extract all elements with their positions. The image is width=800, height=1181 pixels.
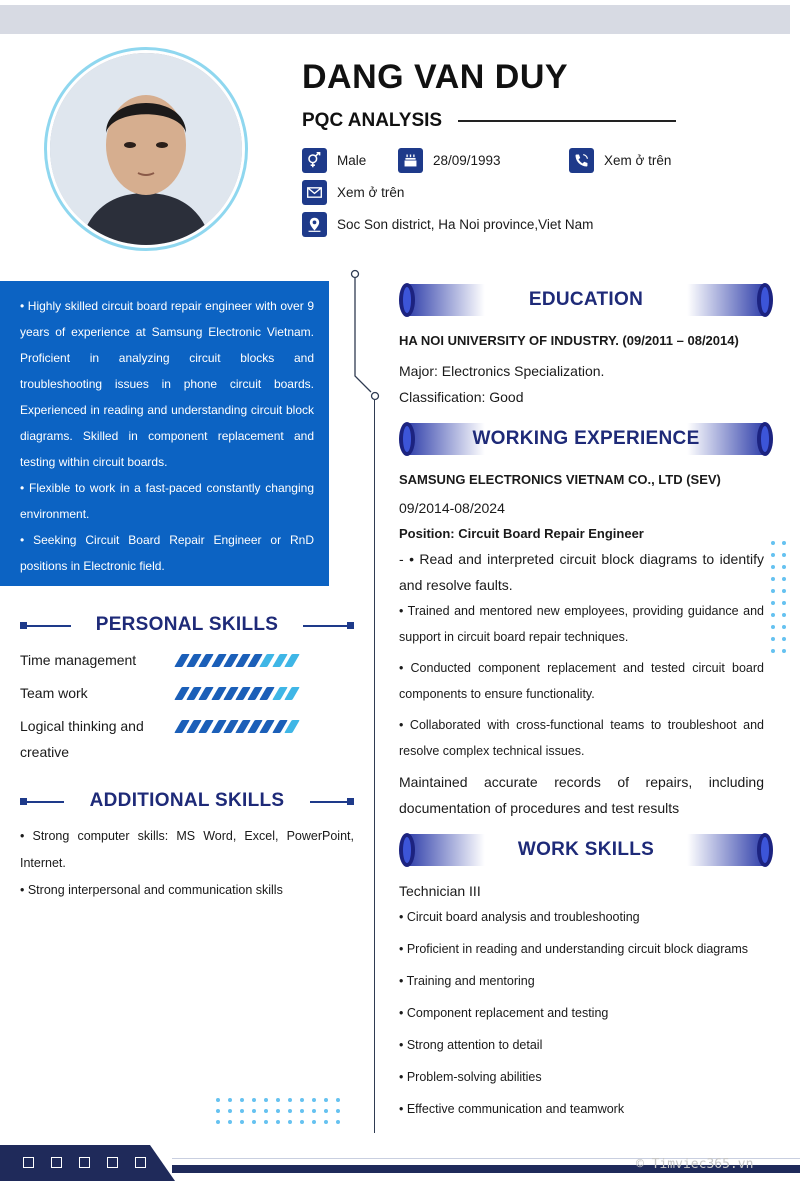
work-skill-item: • Effective communication and teamwork [399,1102,625,1116]
dot [264,1120,268,1124]
dot [782,553,786,557]
experience-heading [399,421,773,457]
timeline-connector [345,266,385,406]
dot [782,577,786,581]
experience-bullet: • Conducted component replacement and tested circuit board components to ensure functionality. [399,661,764,701]
experience-bullet: - • Read and interpreted circuit block diagrams to identify and resolve faults. [399,551,764,593]
gender-icon [302,148,327,173]
dot [288,1109,292,1113]
cake-icon [398,148,423,173]
dot [216,1098,220,1102]
dot [264,1098,268,1102]
dot [771,565,775,569]
dot [252,1109,256,1113]
dot [252,1098,256,1102]
work-skill-item: • Circuit board analysis and troubleshooting [399,910,640,924]
dot [324,1109,328,1113]
dot [782,637,786,641]
work-skill-item: • Problem-solving abilities [399,1070,542,1084]
school: HA NOI UNIVERSITY OF INDUSTRY. (09/2011 – 08/2014) [399,333,739,348]
phone-info [569,148,671,173]
watermark: © Timviec365.vn [636,1157,754,1172]
skill-bar [178,720,296,733]
summary-paragraph: • Flexible to work in a fast-paced constantly changing environment. [20,481,314,521]
dot [300,1120,304,1124]
address-info [302,212,593,237]
gender-info [302,148,366,173]
skill-label: Team work [20,685,88,701]
dot [252,1120,256,1124]
company: SAMSUNG ELECTRONICS VIETNAM CO., LTD (SEV) [399,472,721,487]
dot [216,1109,220,1113]
dot [771,541,775,545]
dot [228,1098,232,1102]
dot [782,613,786,617]
experience-bullet: Maintained accurate records of repairs, including documentation of procedures and test results [399,774,764,816]
footer-square [135,1157,146,1168]
footer-square [51,1157,62,1168]
additional-skills-heading [20,790,354,812]
birthday-text: 28/09/1993 [433,153,501,168]
dot [336,1098,340,1102]
dot [312,1098,316,1102]
dot [240,1098,244,1102]
dot [324,1098,328,1102]
education-heading [399,282,773,318]
dot [782,625,786,629]
mail-icon [302,180,327,205]
experience-bullet: • Collaborated with cross-functional teams to troubleshoot and resolve complex technical issues. [399,718,764,758]
skill-label: Logical thinking and creative [20,718,144,760]
personal-skills-title: PERSONAL SKILLS [95,614,279,635]
skill-bar [178,687,296,700]
additional-skill-item: • Strong computer skills: MS Word, Excel, PowerPoint, Internet. [20,829,354,870]
dot [336,1109,340,1113]
dot [228,1109,232,1113]
timeline-line [374,400,375,1133]
dot [240,1109,244,1113]
dot [240,1120,244,1124]
experience-bullet: • Trained and mentored new employees, providing guidance and support in circuit board repair techniques. [399,604,764,644]
skill-bar [178,654,296,667]
dot [782,565,786,569]
avatar [50,53,242,245]
dot [336,1120,340,1124]
position: Position: Circuit Board Repair Engineer [399,526,644,541]
summary-box [0,281,329,586]
work-skill-item: • Training and mentoring [399,974,535,988]
dot [216,1120,220,1124]
summary-paragraph: • Seeking Circuit Board Repair Engineer or RnD positions in Electronic field. [20,533,314,573]
dot [771,589,775,593]
dot [771,649,775,653]
skill-level: Technician III [399,883,481,899]
dot [264,1109,268,1113]
location-pin-icon [302,212,327,237]
gender-text: Male [337,153,367,168]
classification: Classification: Good [399,389,524,405]
dot [324,1120,328,1124]
personal-skills-heading [20,614,354,636]
dot [782,649,786,653]
work-skills-title: WORK SKILLS [517,839,655,860]
address-text: Soc Son district, Ha Noi province,Viet Nam [337,217,594,232]
phone-icon [569,148,594,173]
dot [771,625,775,629]
dot [228,1120,232,1124]
dot [782,589,786,593]
dot [288,1120,292,1124]
title-divider [458,120,676,122]
phone-text: Xem ở trên [604,153,672,168]
summary-paragraph: • Highly skilled circuit board repair engineer with over 9 years of experience at Samsung Electronic Vietnam. Proficient in analyzing circuit blocks and troubleshooting issues in phone circuit boards. Experienced in reading and understanding circuit block diagrams. Skilled in component replacement and testing within circuit boards. [20,299,314,469]
footer-square [79,1157,90,1168]
skill-label: Time management [20,652,137,668]
education-title: EDUCATION [528,289,644,310]
decorative-dots [216,1098,340,1124]
candidate-name: DANG VAN DUY [302,58,569,96]
email-text: Xem ở trên [337,185,405,200]
dot [276,1120,280,1124]
dot [300,1109,304,1113]
top-band [0,5,790,34]
work-period: 09/2014-08/2024 [399,500,505,516]
email-info [302,180,404,205]
additional-skills-title: ADDITIONAL SKILLS [89,790,285,811]
work-skill-item: • Strong attention to detail [399,1038,543,1052]
dot [771,577,775,581]
work-skills-heading [399,832,773,868]
dot [771,613,775,617]
dot [312,1109,316,1113]
dot [782,541,786,545]
footer-square [23,1157,34,1168]
work-skill-item: • Proficient in reading and understanding circuit block diagrams [399,942,749,956]
dot [771,601,775,605]
birthday-info [398,148,501,173]
experience-title: WORKING EXPERIENCE [472,428,700,449]
job-title: PQC ANALYSIS [302,110,443,131]
major: Major: Electronics Specialization. [399,363,605,379]
dot [276,1109,280,1113]
work-skill-item: • Component replacement and testing [399,1006,609,1020]
dot [300,1098,304,1102]
decorative-dots [771,541,786,653]
dot [771,553,775,557]
dot [771,637,775,641]
dot [312,1120,316,1124]
dot [782,601,786,605]
dot [276,1098,280,1102]
footer-square [107,1157,118,1168]
dot [288,1098,292,1102]
additional-skill-item: • Strong interpersonal and communication skills [20,883,283,897]
